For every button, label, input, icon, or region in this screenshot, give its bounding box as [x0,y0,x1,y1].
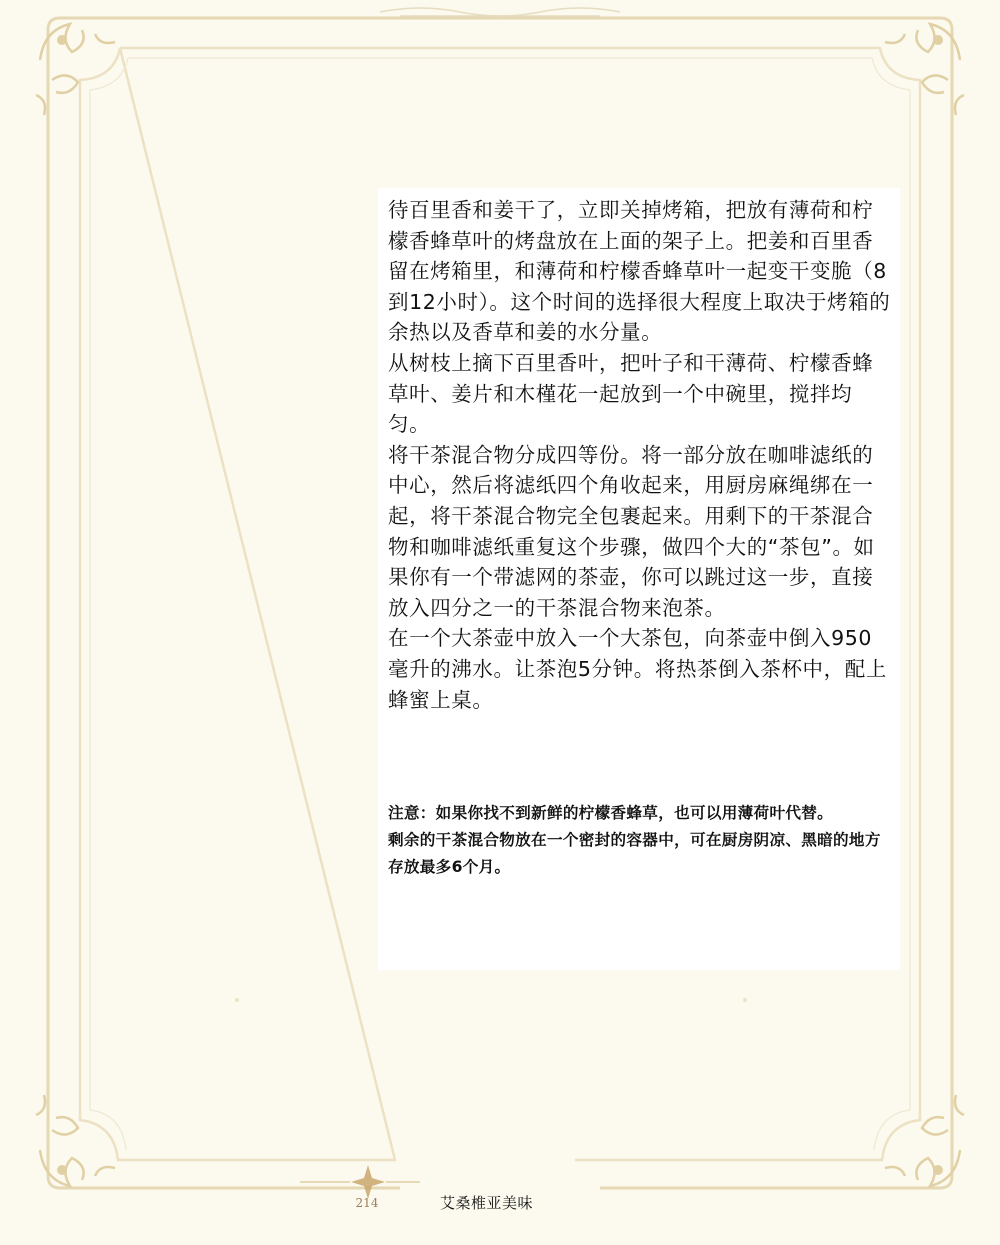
page-number: 214 [355,1196,379,1210]
recipe-instructions [388,195,893,715]
recipe-notes [388,800,893,881]
recipe-step: 待百里香和姜干了，立即关掉烤箱，把放有薄荷和柠檬香蜂草叶的烤盘放在上面的架子上。把姜和百里香留在烤箱里，和薄荷和柠檬香蜂草叶一起变干变脆（8到12小时）。这个时间的选择很大程度上取决于烤箱的余热以及香草和姜的水分量。 [388,198,891,345]
recipe-step: 将干茶混合物分成四等份。将一部分放在咖啡滤纸的中心，然后将滤纸四个角收起来，用厨房麻绳绑在一起，将干茶混合物完全包裹起来。用剩下的干茶混合物和咖啡滤纸重复这个步骤，做四个大的“茶包”。如果你有一个带滤网的茶壶，你可以跳过这一步，直接放入四分之一的干茶混合物来泡茶。 [388,442,875,620]
note-item: 注意：如果你找不到新鲜的柠檬香蜂草，也可以用薄荷叶代替。 [388,804,834,822]
recipe-step: 在一个大茶壶中放入一个大茶包，向茶壶中倒入950毫升的沸水。让茶泡5分钟。将热茶倒入茶杯中，配上蜂蜜上桌。 [388,626,887,712]
side-dots [235,998,747,1002]
top-center-ornament [380,8,620,16]
recipe-step: 从树枝上摘下百里香叶，把叶子和干薄荷、柠檬香蜂草叶、姜片和木槿花一起放到一个中碗里，搅拌均匀。 [388,350,874,437]
running-title: 艾桑椎亚美味 [440,1194,534,1212]
note-item: 剩余的干茶混合物放在一个密封的容器中，可在厨房阴凉、黑暗的地方存放最多6个月。 [388,831,881,876]
bottom-star-ornament [351,1165,385,1199]
